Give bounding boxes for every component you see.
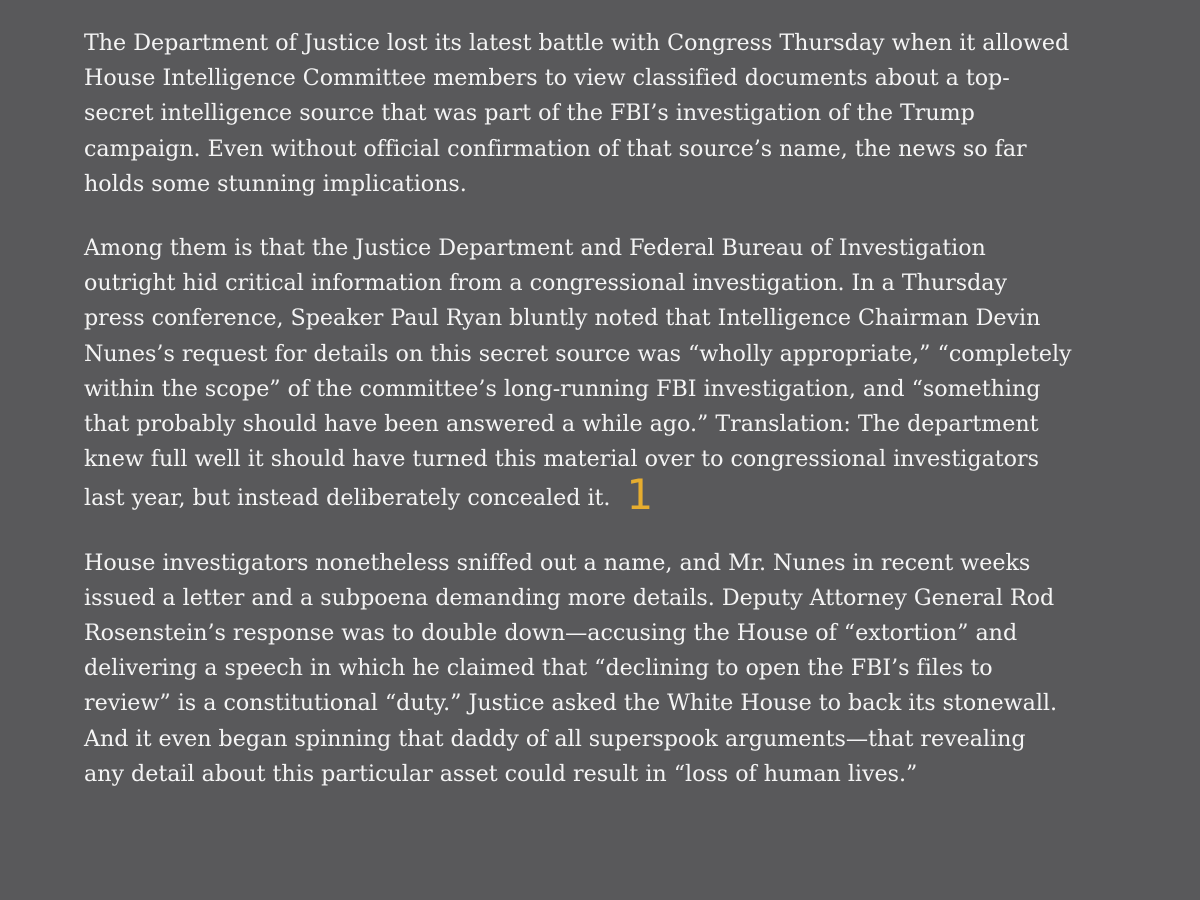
text-line: last year, but instead deliberately concealed it. [84,485,611,512]
text-line: secret intelligence source that was part of the FBI’s investigation of the Trump [84,100,975,127]
text-line: The Department of Justice lost its latest battle with Congress Thursday when it allowed [84,30,1070,56]
text-line: review” is a constitutional “duty.” Justice asked the White House to back its stonewall. [84,690,1058,717]
text-line: delivering a speech in which he claimed that “declining to open the FBI’s files to [84,655,993,682]
article-body [84,26,1124,821]
text-line: that probably should have been answered a while ago.” Translation: The department [84,411,1039,438]
text-line: within the scope” of the committee’s long-running FBI investigation, and “something [84,375,1041,402]
text-line: any detail about this particular asset could result in “loss of human lives.” [84,760,918,787]
text-line: Rosenstein’s response was to double down—accusing the House of “extortion” and [84,620,1018,647]
text-line: outright hid critical information from a congressional investigation. In a Thursday [84,270,1008,297]
text-line: knew full well it should have turned this material over to congressional investigators [84,446,1039,473]
paragraph-2 [84,231,1124,520]
text-line: House Intelligence Committee members to view classified documents about a top- [84,65,1010,92]
text-line: press conference, Speaker Paul Ryan bluntly noted that Intelligence Chairman Devin [84,305,1041,332]
paragraph-3 [84,546,1124,792]
text-line: And it even began spinning that daddy of all superspook arguments—that revealing [84,725,1026,752]
text-line: issued a letter and a subpoena demanding more details. Deputy Attorney General Rod [84,584,1055,611]
text-line: Among them is that the Justice Department and Federal Bureau of Investigation [84,235,986,262]
text-line: Nunes’s request for details on this secret source was “wholly appropriate,” “completely [84,340,1072,367]
paragraph-1 [84,26,1124,202]
text-line: House investigators nonetheless sniffed out a name, and Mr. Nunes in recent weeks [84,549,1031,576]
text-line: holds some stunning implications. [84,170,467,197]
text-line: campaign. Even without official confirmation of that source’s name, the news so far [84,135,1027,162]
annotation-marker: 1 [626,470,654,520]
text-line-with-marker [84,470,1124,520]
